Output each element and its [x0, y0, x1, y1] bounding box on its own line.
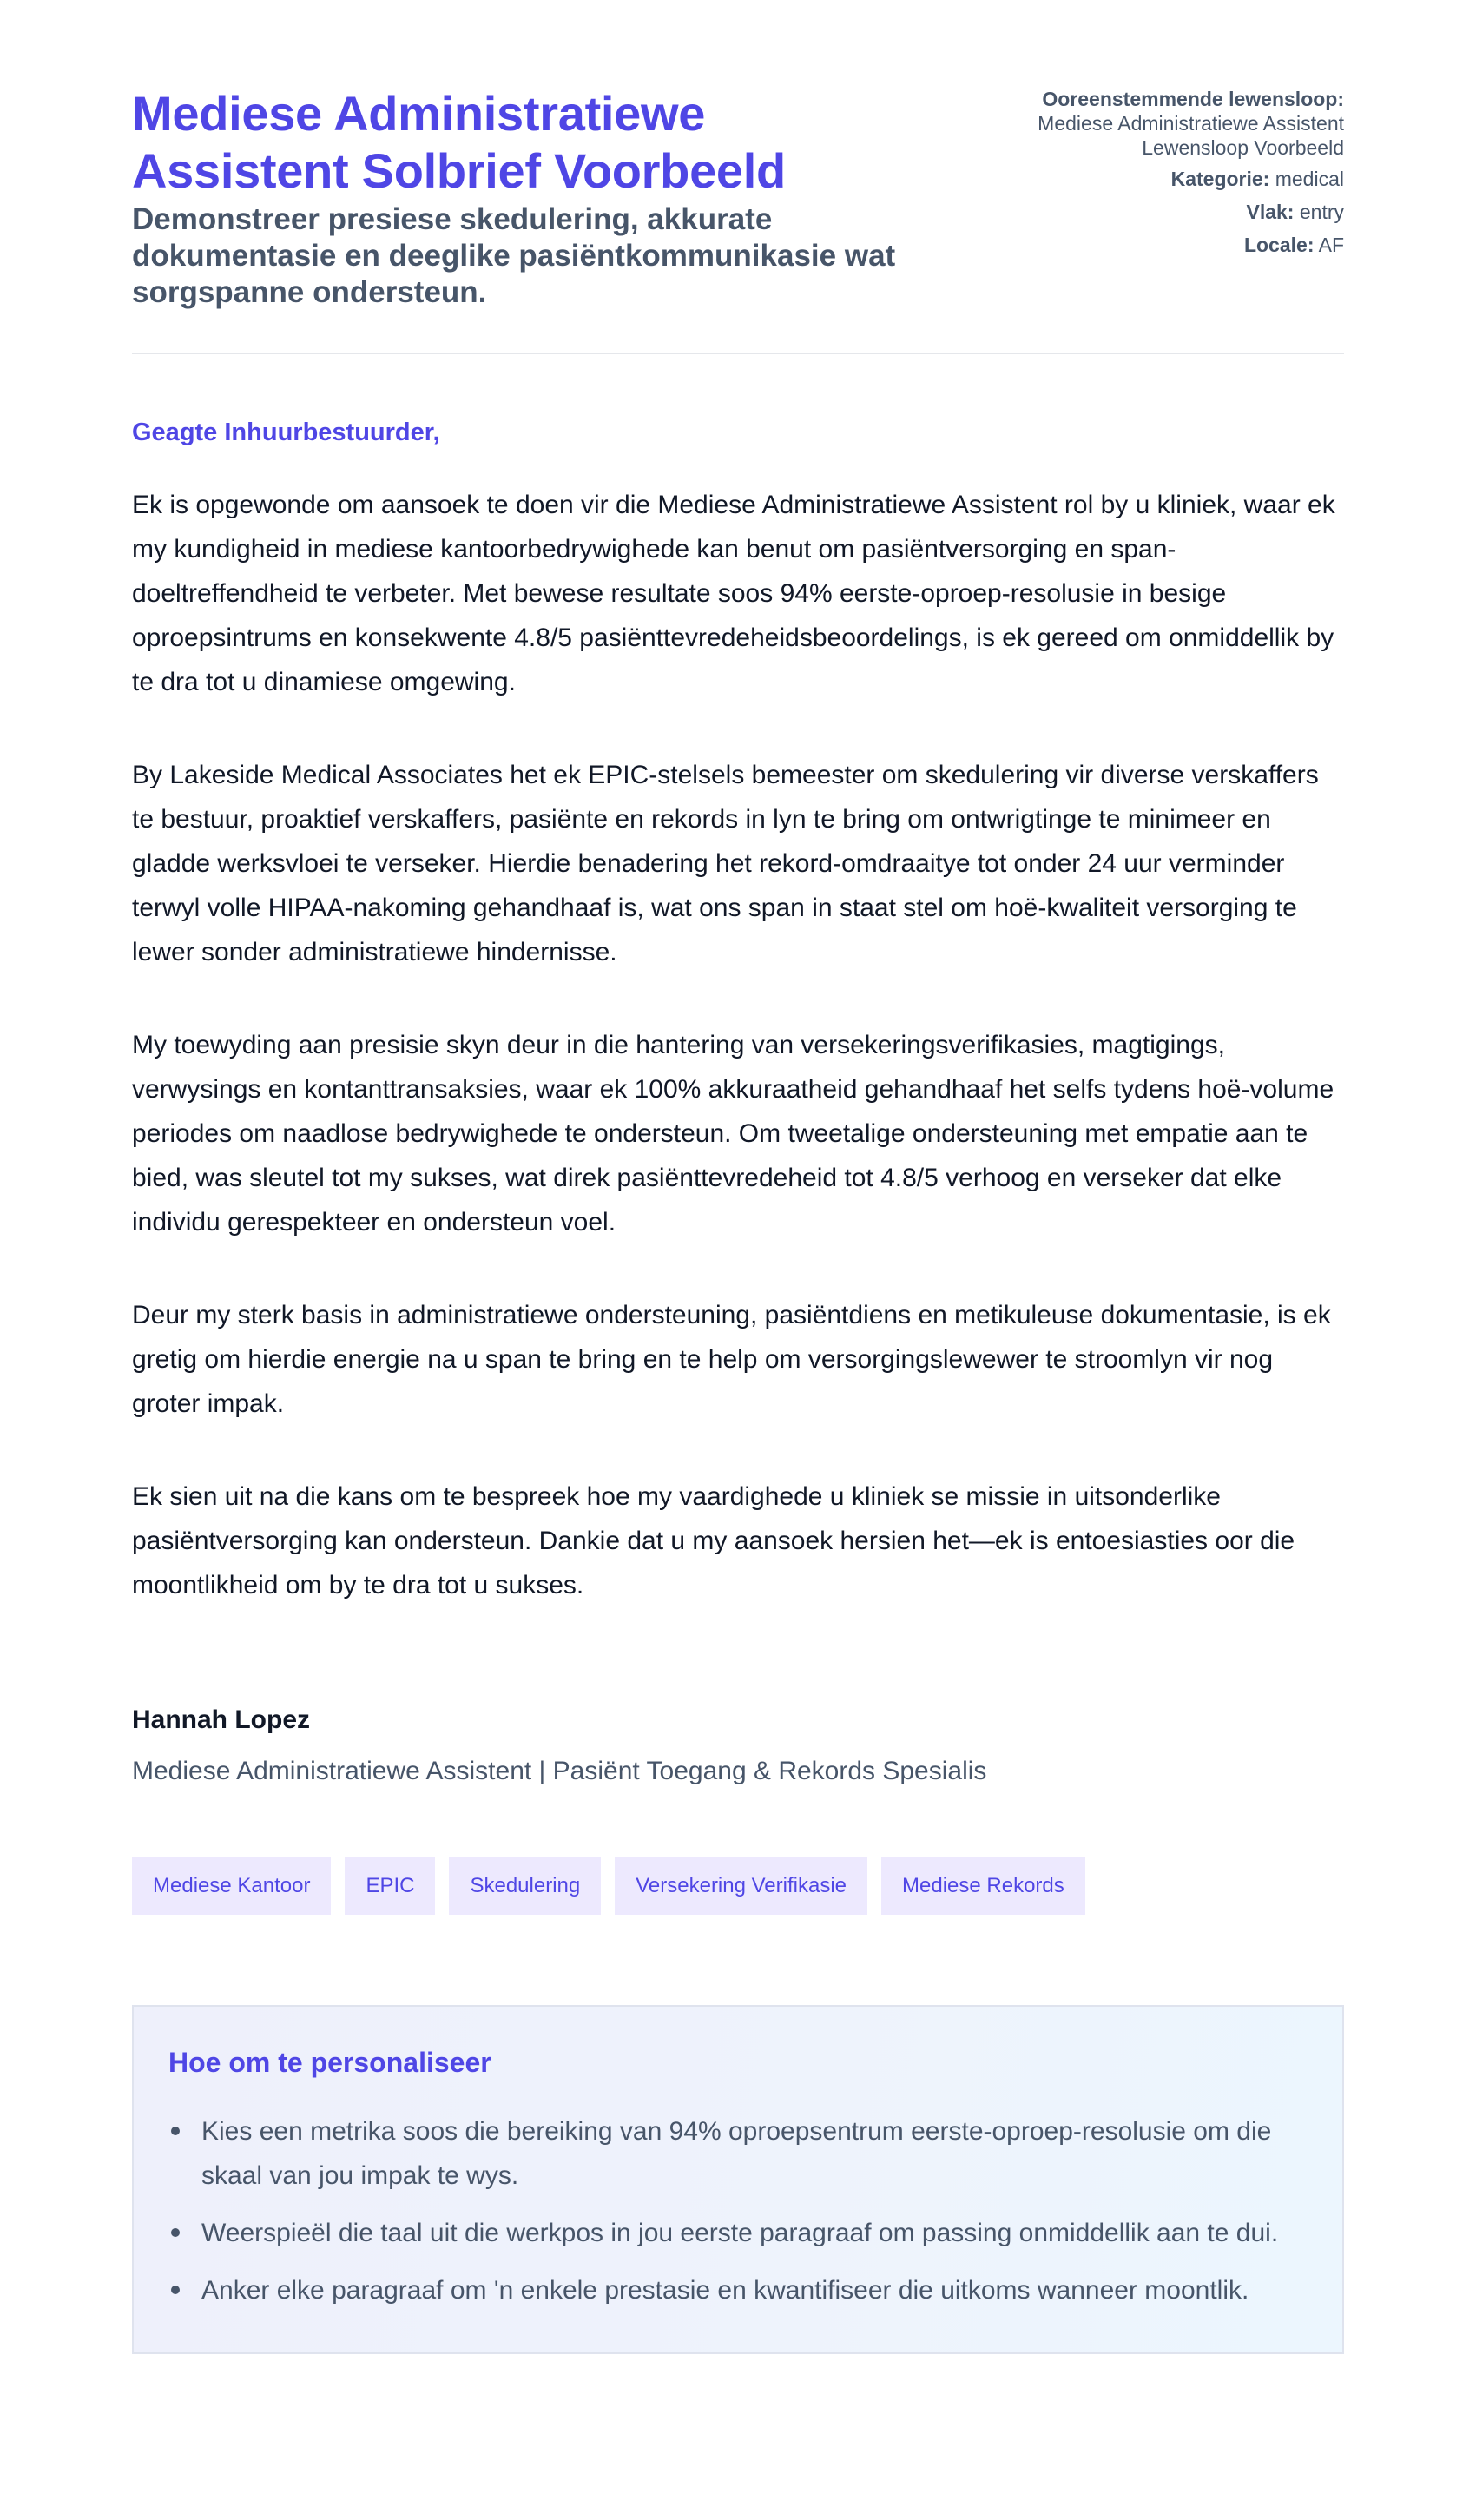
- meta-locale-label: Locale:: [1243, 234, 1315, 256]
- meta-panel: [945, 85, 1344, 266]
- letter-paragraph: Ek is opgewonde om aansoek te doen vir die Mediese Administratiewe Assistent rol by u kliniek, waar ek my kundigheid in mediese kantoorbedrywighede kan benut om pasiëntversorging en span-doeltreffendheid te verbeter. Met bewese resultate soos 94% eerste-oproep-resolusie in besige oproepsintrums en konsekwente 4.8/5 pasiënttevredeheidsbeoordelings, is ek gereed om onmiddellik by te dra tot u dinamiese omgewing.: [132, 491, 1335, 696]
- letter-greeting: Geagte Inhuurbestuurder,: [132, 419, 440, 446]
- letter-body: [132, 483, 1344, 1607]
- skill-tag: Skedulering: [449, 1857, 601, 1915]
- tip-text: Anker elke paragraaf om 'n enkele prestasie en kwantifiseer die uitkoms wanneer moontlik.: [201, 2276, 1249, 2305]
- meta-category-value: medical: [1275, 168, 1344, 190]
- tips-title: Hoe om te personaliseer: [168, 2047, 491, 2078]
- letter-paragraph: Ek sien uit na die kans om te bespreek hoe my vaardighede u kliniek se missie in uitsonderlike pasiëntversorging kan ondersteun. Dankie dat u my aansoek hersien het—ek is entoesiasties oor die moontlikheid om by te dra tot u sukses.: [132, 1482, 1295, 1600]
- page-header: [132, 85, 1344, 354]
- meta-level-value: entry: [1299, 201, 1344, 223]
- signature-title: Mediese Administratiewe Assistent | Pasiënt Toegang & Rekords Spesialis: [132, 1757, 987, 1785]
- meta-locale-value: AF: [1318, 234, 1344, 256]
- tip-item: [168, 2109, 1308, 2198]
- personalization-tips: [132, 2005, 1344, 2354]
- meta-locale: [945, 233, 1344, 257]
- skill-tag: EPIC: [345, 1857, 435, 1915]
- tips-list: [168, 2109, 1308, 2312]
- page-subtitle: Demonstreer presiese skedulering, akkurate dokumentasie en deeglike pasiëntkommunikasie wat sorgspanne ondersteun.: [132, 202, 896, 309]
- meta-level: [945, 200, 1344, 224]
- bullet-icon: [171, 2228, 180, 2237]
- skill-tag: Mediese Kantoor: [132, 1857, 331, 1915]
- tip-item: [168, 2211, 1308, 2255]
- page-title: Mediese Administratiewe Assistent Solbrief Voorbeeld: [132, 86, 786, 198]
- meta-level-label: Vlak:: [1246, 201, 1295, 223]
- letter-paragraph: By Lakeside Medical Associates het ek EPIC-stelsels bemeester om skedulering vir diverse verskaffers te bestuur, proaktief verskaffers, pasiënte en rekords in lyn te bring om ontwrigtinge te minimeer en gladde werksvloei te verseker. Hierdie benadering het rekord-omdraaitye tot onder 24 uur verminder terwyl volle HIPAA-nakoming gehandhaaf is, wat ons span in staat stel om hoë-kwaliteit versorging te lewer sonder administratiewe hindernisse.: [132, 761, 1319, 966]
- signature-block: [132, 1705, 1344, 1788]
- meta-matching-resume: [945, 87, 1344, 160]
- letter-paragraph: Deur my sterk basis in administratiewe ondersteuning, pasiëntdiens en metikuleuse dokumentasie, is ek gretig om hierdie energie na u span te bring en te help om versorgingslewewer te stroomlyn vir nog groter impak.: [132, 1301, 1331, 1418]
- letter-section: [132, 417, 1344, 1607]
- meta-category-label: Kategorie:: [1170, 168, 1270, 190]
- tip-text: Weerspieël die taal uit die werkpos in jou eerste paragraaf om passing onmiddellik aan te dui.: [201, 2219, 1279, 2247]
- signature-name: Hannah Lopez: [132, 1705, 311, 1734]
- header-title-block: [132, 85, 913, 311]
- skill-tag: Versekering Verifikasie: [615, 1857, 867, 1915]
- meta-matching-resume-label: Ooreenstemmende lewensloop:: [1042, 88, 1344, 110]
- tip-text: Kies een metrika soos die bereiking van 94% oproepsentrum eerste-oproep-resolusie om die skaal van jou impak te wys.: [201, 2117, 1272, 2190]
- tip-item: [168, 2268, 1308, 2312]
- skill-tags: [132, 1857, 1344, 1915]
- meta-category: [945, 167, 1344, 191]
- skill-tag: Mediese Rekords: [881, 1857, 1085, 1915]
- bullet-icon: [171, 2127, 180, 2135]
- meta-matching-resume-link[interactable]: Mediese Administratiewe Assistent Lewensloop Voorbeeld: [1038, 112, 1344, 159]
- letter-paragraph: My toewyding aan presisie skyn deur in die hantering van versekeringsverifikasies, magtigings, verwysings en kontanttransaksies, waar ek 100% akkuraatheid gehandhaaf het selfs tydens hoë-volume periodes om naadlose bedrywighede te ondersteun. Om tweetalige ondersteuning met empatie aan te bied, was sleutel tot my sukses, wat direk pasiënttevredeheid tot 4.8/5 verhoog en verseker dat elke individu gerespekteer en ondersteun voel.: [132, 1031, 1334, 1237]
- bullet-icon: [171, 2286, 180, 2294]
